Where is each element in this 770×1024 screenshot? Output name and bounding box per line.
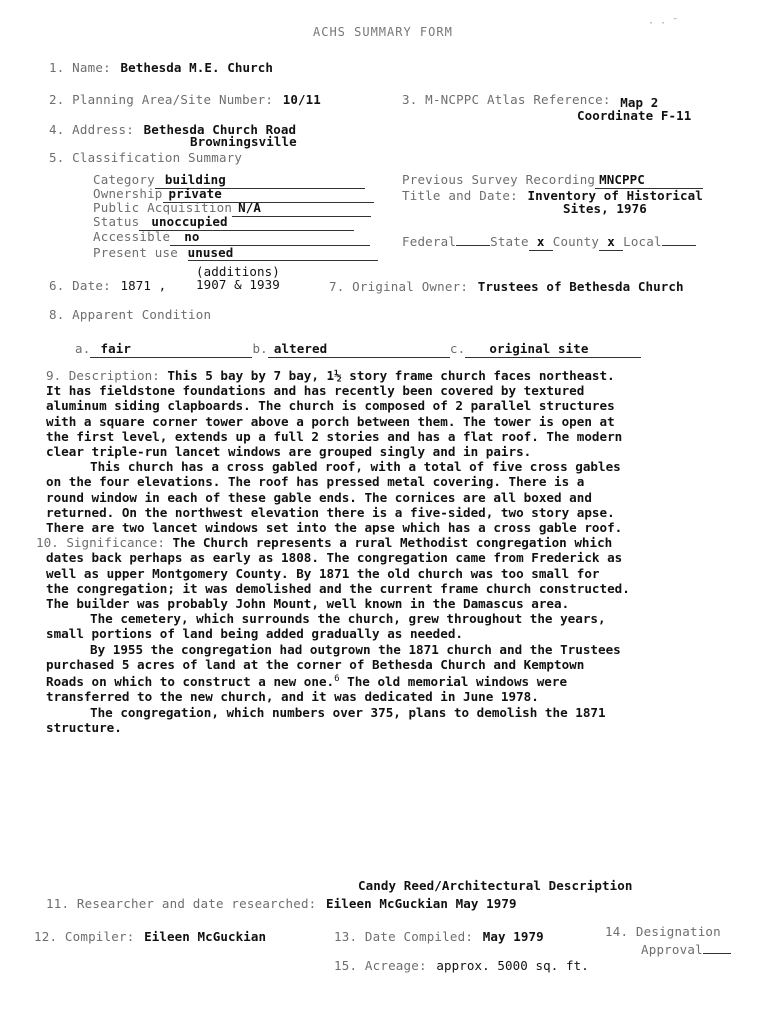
researcher-line-1: Candy Reed/Architectural Description bbox=[358, 878, 633, 893]
significance-line: By 1955 the congregation had outgrown the 1871 church and the Trustees bbox=[90, 641, 621, 657]
significance-line: The cemetery, which surrounds the church, grew throughout the years, bbox=[90, 611, 606, 627]
accessible-value: no bbox=[184, 229, 200, 244]
item-acreage bbox=[334, 955, 589, 974]
description-line: returned. On the northwest elevation there is a five-sided, two story apse. bbox=[46, 504, 615, 520]
designation-label: 14. Designation bbox=[605, 924, 721, 939]
significance-line: transferred to the new church, and it was dedicated in June 1978. bbox=[46, 689, 539, 705]
atlas-coordinate-value: Coordinate F-11 bbox=[577, 108, 692, 123]
approval-row bbox=[641, 939, 731, 958]
acreage-value: approx. 5000 sq. ft. bbox=[436, 958, 589, 973]
item-compiler bbox=[34, 926, 266, 945]
address-line-1: Bethesda Church Road bbox=[143, 122, 297, 137]
present-use-row bbox=[93, 242, 378, 261]
category-label: Category bbox=[93, 172, 155, 187]
date-compiled-value: May 1979 bbox=[482, 929, 544, 944]
date-additions-years: 1907 & 1939 bbox=[196, 277, 280, 292]
county-label: County bbox=[552, 234, 600, 249]
condition-a-value: fair bbox=[100, 341, 131, 356]
condition-row bbox=[75, 338, 641, 358]
significance-label: 10. Significance: bbox=[36, 535, 165, 551]
condition-a-label: a. bbox=[75, 341, 91, 356]
name-value: Bethesda M.E. Church bbox=[120, 60, 273, 75]
title-date-label: Title and Date: bbox=[402, 188, 518, 203]
footnote-marker: 6 bbox=[334, 674, 340, 685]
accessible-label: Accessible bbox=[93, 229, 171, 244]
apparent-condition-label: 8. Apparent Condition bbox=[49, 307, 212, 322]
date-additions: (additions) bbox=[196, 264, 280, 279]
present-use-value: unused bbox=[188, 245, 378, 261]
item-date-compiled bbox=[334, 926, 544, 945]
original-owner-label: 7. Original Owner: bbox=[329, 279, 469, 294]
planning-area-label: 2. Planning Area/Site Number: bbox=[49, 92, 274, 107]
jurisdiction-row bbox=[402, 231, 696, 251]
description-line: the first level, extends up a full 2 stories and has a flat roof. The modern bbox=[46, 428, 623, 444]
classification-label: 5. Classification Summary bbox=[49, 150, 243, 165]
item-planning-area bbox=[49, 89, 321, 108]
compiler-value: Eileen McGuckian bbox=[144, 929, 267, 944]
description-line: This church has a cross gabled roof, with a total of five cross gables bbox=[90, 459, 621, 475]
county-mark: x bbox=[607, 234, 615, 249]
date-compiled-label: 13. Date Compiled: bbox=[334, 929, 474, 944]
date-year: 1871 , bbox=[120, 278, 167, 293]
significance-line: purchased 5 acres of land at the corner of Bethesda Church and Kemptown bbox=[46, 656, 585, 672]
ownership-value: private bbox=[168, 186, 222, 201]
title-date-row bbox=[402, 185, 703, 204]
item-date bbox=[49, 275, 166, 294]
item-atlas-reference bbox=[402, 89, 658, 108]
approval-label: Approval bbox=[641, 942, 703, 957]
scan-specks: · · ¯ bbox=[648, 18, 679, 29]
description-label: 9. Description: bbox=[46, 368, 160, 383]
public-acquisition-value: N/A bbox=[238, 200, 261, 215]
address-line-2: Browningsville bbox=[190, 134, 297, 149]
status-label: Status bbox=[93, 214, 140, 229]
significance-line: 10. Significance: The Church represents a rural Methodist congregation which bbox=[36, 535, 613, 551]
acreage-label: 15. Acreage: bbox=[334, 958, 427, 973]
previous-survey-value: MNCPPC bbox=[599, 172, 645, 187]
description-line: There are two lancet windows set into the apse which has a cross gable roof. bbox=[46, 520, 623, 536]
description-line: clear triple-run lancet windows are grouped singly and in pairs. bbox=[46, 444, 532, 460]
atlas-reference-label: 3. M-NCPPC Atlas Reference: bbox=[402, 92, 611, 107]
significance-line: Roads on which to construct a new one.$^6$ The old memorial windows were bbox=[46, 674, 568, 690]
description-line: round window in each of these gable ends. The cornices are all boxed and bbox=[46, 489, 592, 505]
present-use-label: Present use bbox=[93, 245, 178, 260]
ownership-label: Ownership bbox=[93, 186, 163, 201]
narrative-block bbox=[36, 368, 736, 735]
atlas-map-value: Map 2 bbox=[620, 95, 659, 110]
condition-c-value: original site bbox=[489, 341, 589, 356]
state-label: State bbox=[490, 234, 529, 249]
original-owner-value: Trustees of Bethesda Church bbox=[477, 279, 684, 294]
title-date-value-1: Inventory of Historical bbox=[527, 188, 703, 203]
previous-survey-label: Previous Survey Recording bbox=[402, 172, 596, 187]
significance-line: dates back perhaps as early as 1808. The congregation came from Frederick as bbox=[46, 550, 623, 566]
researcher-line-2: Eileen McGuckian May 1979 bbox=[326, 896, 517, 911]
name-label: 1. Name: bbox=[49, 60, 111, 75]
condition-c-label: c. bbox=[449, 341, 466, 356]
significance-line: structure. bbox=[46, 719, 122, 735]
address-label: 4. Address: bbox=[49, 122, 134, 137]
description-line: 9. Description: This 5 bay by 7 bay, 1½ story frame church faces northeast. bbox=[46, 368, 615, 383]
researcher-label: 11. Researcher and date researched: bbox=[46, 896, 317, 911]
significance-line: well as upper Montgomery County. By 1871 the old church was too small for bbox=[46, 565, 600, 581]
status-value: unoccupied bbox=[151, 214, 228, 229]
category-value: building bbox=[164, 172, 226, 187]
item-name bbox=[49, 57, 273, 76]
public-acquisition-label: Public Acquisition bbox=[93, 200, 233, 215]
condition-b-label: b. bbox=[252, 341, 268, 356]
condition-b-value: altered bbox=[273, 341, 328, 356]
significance-line: the congregation; it was demolished and the current frame church constructed. bbox=[46, 580, 630, 596]
description-line: with a square corner tower above a porch between them. The tower is open at bbox=[46, 413, 615, 429]
significance-line: The builder was probably John Mount, well known in the Damascus area. bbox=[46, 596, 570, 612]
significance-line: The congregation, which numbers over 375, plans to demolish the 1871 bbox=[90, 704, 606, 720]
state-mark: x bbox=[536, 234, 545, 249]
planning-area-value: 10/11 bbox=[282, 92, 321, 107]
description-line: It has fieldstone foundations and has recently been covered by textured bbox=[46, 383, 585, 399]
title-date-value-2: Sites, 1976 bbox=[563, 201, 647, 216]
item-original-owner bbox=[329, 276, 684, 295]
item-researcher bbox=[46, 893, 517, 912]
federal-label: Federal bbox=[402, 234, 457, 249]
significance-line: small portions of land being added gradually as needed. bbox=[46, 626, 464, 642]
local-label: Local bbox=[623, 234, 662, 249]
date-label: 6. Date: bbox=[49, 278, 111, 293]
description-line: aluminum siding clapboards. The church is composed of 2 parallel structures bbox=[46, 398, 615, 414]
form-title: ACHS SUMMARY FORM bbox=[313, 25, 453, 39]
description-line: on the four elevations. The roof has pressed metal covering. There is a bbox=[46, 474, 585, 490]
compiler-label: 12. Compiler: bbox=[34, 929, 135, 944]
